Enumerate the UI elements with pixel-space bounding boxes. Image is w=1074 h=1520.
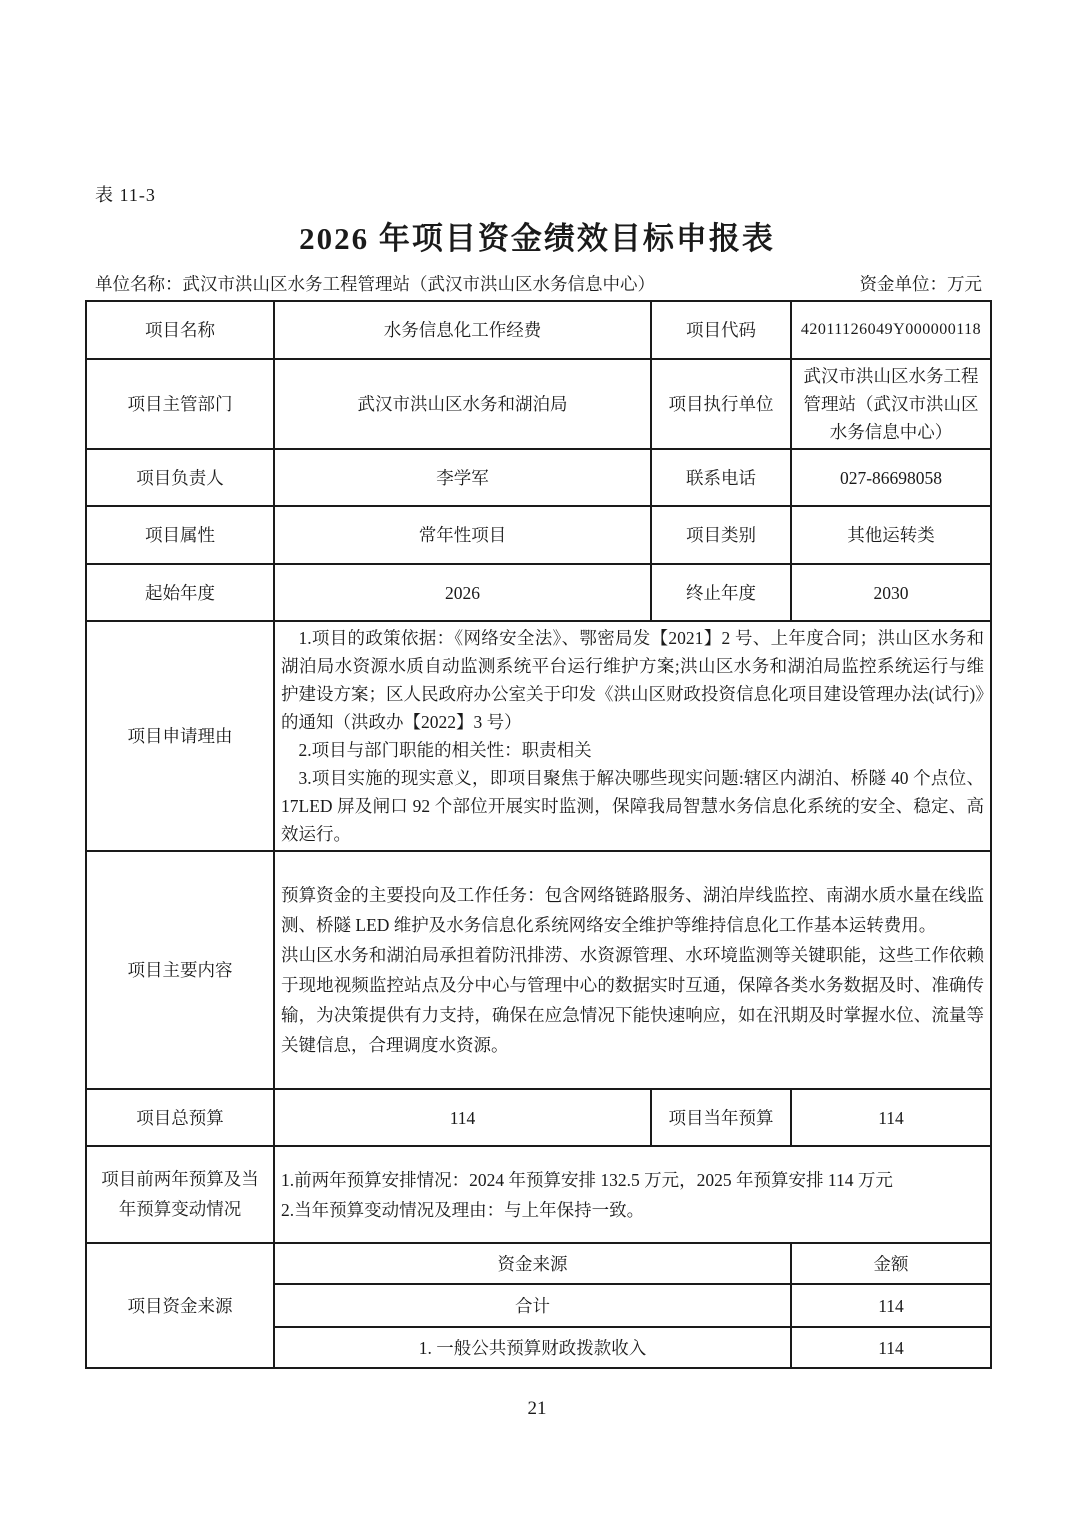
value-leader: 李学军 — [274, 449, 651, 506]
label-previous-budget: 项目前两年预算及当年预算变动情况 — [86, 1146, 274, 1243]
label-start-year: 起始年度 — [86, 564, 274, 621]
value-current-budget: 114 — [791, 1089, 991, 1146]
apply-reason-paragraph: 3.项目实施的现实意义，即项目聚焦于解决哪些现实问题:辖区内湖泊、桥隧 40 个点位、17LED 屏及闸口 92 个部位开展实时监测，保障我局智慧水务信息化系统的安全、稳定、高效运行。 — [281, 768, 984, 844]
label-category: 项目类别 — [651, 506, 791, 564]
value-apply-reason — [274, 621, 991, 851]
value-attribute: 常年性项目 — [274, 506, 651, 564]
value-project-name: 水务信息化工作经费 — [274, 301, 651, 359]
apply-reason-paragraph: 2.项目与部门职能的相关性：职责相关 — [298, 740, 592, 760]
page-title: 2026 年项目资金绩效目标申报表 — [299, 221, 775, 256]
label-project-name: 项目名称 — [86, 301, 274, 359]
value-previous-budget — [274, 1146, 991, 1243]
row-years — [86, 564, 991, 621]
value-category: 其他运转类 — [791, 506, 991, 564]
row-previous-budget — [86, 1146, 991, 1243]
previous-budget-line: 2.当年预算变动情况及理由：与上年保持一致。 — [281, 1199, 645, 1220]
funding-total-source: 合计 — [274, 1284, 791, 1327]
value-phone: 027-86698058 — [791, 449, 991, 506]
unit-info-line — [95, 271, 982, 296]
row-funding-header — [86, 1243, 991, 1284]
label-end-year: 终止年度 — [651, 564, 791, 621]
label-phone: 联系电话 — [651, 449, 791, 506]
row-main-content — [86, 851, 991, 1089]
funding-header-amount: 金额 — [791, 1243, 991, 1284]
funding-header-source: 资金来源 — [274, 1243, 791, 1284]
value-end-year: 2030 — [791, 564, 991, 621]
row-attribute — [86, 506, 991, 564]
apply-reason-paragraph: 1.项目的政策依据：《网络安全法》、鄂密局发【2021】2 号、上年度合同；洪山区水务和湖泊局水资源水质自动监测系统平台运行维护方案;洪山区水务和湖泊局监控系统运行与维护建设方案；区人民政府办公室关于印发《洪山区财政投资信息化项目建设管理办法(试行)》的通知（洪政办【2022】3 号） — [281, 628, 984, 732]
value-executing-unit: 武汉市洪山区水务工程管理站（武汉市洪山区水务信息中心） — [791, 359, 991, 449]
main-content-paragraph: 预算资金的主要投向及工作任务：包含网络链路服务、湖泊岸线监控、南湖水质水量在线监测、桥隧 LED 维护及水务信息化系统网络安全维护等维持信息化工作基本运转费用。 — [281, 885, 984, 935]
value-project-code: 42011126049Y000000118 — [791, 301, 991, 359]
previous-budget-line: 1.前两年预算安排情况：2024 年预算安排 132.5 万元，2025 年预算安排 114 万元 — [281, 1169, 893, 1190]
value-start-year: 2026 — [274, 564, 651, 621]
row-competent-dept — [86, 359, 991, 449]
table-number-label: 表 11-3 — [95, 185, 156, 205]
row-apply-reason — [86, 621, 991, 851]
label-executing-unit: 项目执行单位 — [651, 359, 791, 449]
label-project-code: 项目代码 — [651, 301, 791, 359]
row-budget — [86, 1089, 991, 1146]
funding-total-amount: 114 — [791, 1284, 991, 1327]
label-competent-dept: 项目主管部门 — [86, 359, 274, 449]
value-main-content — [274, 851, 991, 1089]
fund-unit: 资金单位：万元 — [859, 274, 982, 294]
declaration-form-table — [85, 300, 992, 1369]
label-funding-source: 项目资金来源 — [86, 1243, 274, 1368]
label-main-content: 项目主要内容 — [86, 851, 274, 1089]
row-project-name — [86, 301, 991, 359]
row-leader — [86, 449, 991, 506]
label-apply-reason: 项目申请理由 — [86, 621, 274, 851]
label-total-budget: 项目总预算 — [86, 1089, 274, 1146]
label-attribute: 项目属性 — [86, 506, 274, 564]
value-competent-dept: 武汉市洪山区水务和湖泊局 — [274, 359, 651, 449]
label-current-budget: 项目当年预算 — [651, 1089, 791, 1146]
funding-item-source: 1. 一般公共预算财政拨款收入 — [274, 1327, 791, 1368]
main-content-paragraph: 洪山区水务和湖泊局承担着防汛排涝、水资源管理、水环境监测等关键职能，这些工作依赖于现地视频监控站点及分中心与管理中心的数据实时互通，保障各类水务数据及时、准确传输，为决策提供有力支持，确保在应急情况下能快速响应，如在汛期及时掌握水位、流量等关键信息，合理调度水资源。 — [281, 945, 984, 1055]
label-leader: 项目负责人 — [86, 449, 274, 506]
page-number: 21 — [527, 1398, 547, 1419]
unit-name: 单位名称：武汉市洪山区水务工程管理站（武汉市洪山区水务信息中心） — [95, 274, 655, 294]
value-total-budget: 114 — [274, 1089, 651, 1146]
funding-item-amount: 114 — [791, 1327, 991, 1368]
